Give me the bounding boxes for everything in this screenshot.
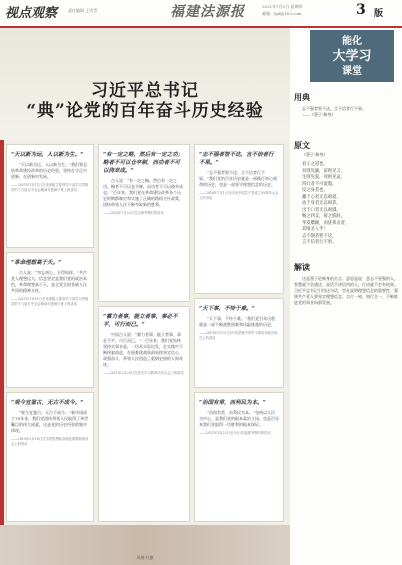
card-source: ——2016年7月1日在庆祝中国共产党成立95周年大会上的讲话 (199, 191, 279, 200)
card-body: 古人说：“有一定之略，然后有一定之功。略者不可以仓卒制，而功者不可以侥幸成也。”百年来，我们党在革命建设改革各个历史时期都制定和实施了正确的路线方针政策，团结带领人民不断夺取新的胜利。 (103, 178, 183, 207)
poem-line: 动于身者无以竭恭， (302, 201, 341, 206)
quote-mark-icon: “ (103, 147, 105, 151)
poem-line: 言不信者行不果。 (302, 240, 337, 245)
quote-card (194, 144, 284, 294)
card-source: ——2021年1月11日在省部级主要领导干部学习贯彻党的十九届五中全会精神专题研讨班上的讲话 (11, 183, 89, 192)
card-title: “志不强者智不达，言不信者行不果。” (199, 152, 274, 166)
quote-card (194, 392, 284, 522)
side-column (292, 28, 402, 565)
yuanwen-heading: 原文 (294, 140, 310, 150)
yongdian-source: ——《墨子·修身》 (302, 112, 336, 117)
poem-line: 华发隳颠，而犹弗舍者， (302, 220, 350, 226)
poem-line: 贫则见廉，富则见义， (302, 168, 345, 174)
yongdian-block (294, 106, 398, 118)
card-source: ——2021年2月20日在党史学习教育动员大会上的讲话 (103, 371, 184, 375)
page-number: 3 (356, 2, 366, 18)
page-header (0, 0, 402, 28)
card-title: “天以新为运，人以新为生。” (11, 152, 84, 158)
poem-line: 反之身者也。 (302, 188, 328, 193)
yuanwen-source: 《墨子·修身》 (302, 152, 328, 157)
poem-line: 出于口者无以竭驯。 (302, 207, 341, 213)
quote-card (6, 392, 94, 522)
headline-line2: “典”论党的百年奋斗历史经验 (26, 101, 264, 121)
card-title: “有一定之略，然后有一定之功；略者不可以仓卒制，而功者不可以侥幸成。” (103, 152, 184, 174)
page-unit: 版 (374, 9, 384, 19)
column-banner (292, 28, 402, 88)
quote-mark-icon: “ (199, 395, 201, 399)
accent-stripe (0, 140, 4, 525)
quote-card (98, 144, 190, 302)
banner-line3: 课堂 (342, 66, 362, 77)
card-body: 中国古人说：“蓄力者事，能立者事，事必不平，可行而已。”一百年来，我们党始终坚持实事求是，一切从实际出发，在实践中不断探索前进，在困难挑战面前始终坚定信心、顽强奋斗，带领人民创造了彪炳史册的人间奇迹。 (103, 332, 183, 367)
headline-line1: 习近平总书记 (91, 81, 199, 101)
card-body: “观今宜鉴古，无古不成今。”新中国成立70年来，我们党团结带领人民取得了举世瞩目的伟大成就，这是党的历史经验的集中体现。 (11, 410, 89, 433)
quote-mark-icon: “ (11, 395, 13, 399)
banner-line1: 能化 (342, 36, 362, 47)
poem-line: 畅之四支，接之肌肤， (302, 214, 345, 219)
card-body: “天下事，不恃于难。”我们党百年历程就是一部不断战胜困难和风险挑战的历史。 (199, 316, 276, 327)
quote-mark-icon: “ (103, 309, 105, 313)
card-source: ——2020年7月22日在吉林考察时的讲话 (103, 211, 164, 215)
quote-mark-icon: “ (11, 255, 13, 259)
editor-credit: 责任编辑 王雪青 (68, 8, 98, 13)
quote-card (194, 298, 284, 388)
card-title: “治国有常，而利民为本。” (199, 400, 266, 406)
quote-mark-icon: “ (199, 147, 201, 151)
card-source: ——2019年9月3日在中央党校中青年干部培训班开班式上的讲话 (199, 331, 278, 340)
jiedu-heading: 解读 (294, 262, 310, 272)
photo-caption: 风展·红旗 (136, 555, 154, 560)
card-title: “蓄力者事，能立者事，事必不平，可行而已。” (103, 314, 178, 328)
banner-line2: 大学习 (332, 49, 372, 64)
quote-card (98, 306, 190, 522)
quote-card (6, 252, 94, 388)
poem-line: 志不强者智不达， (302, 233, 337, 239)
card-source: ——2021年1月11日在省部级主要领导干部学习贯彻党的十九届五中全会精神专题研讨班上的讲话 (11, 297, 89, 306)
card-body: 古人说：“勿忘初心，方得始终。”共产党人理想远大、信念坚定是我们党的政治本色，革命理想高于天，是全党全国各族人民共同的精神支柱。 (11, 270, 88, 293)
poem-line: 四行者不可虚假， (302, 181, 337, 187)
jiedu-text: 这是墨子论修身的名言。意思是说：意志不坚强的人，智慧就不会通达；说话不讲信用的人，行动就不会有结果。习近平总书记引用这句话，旨在说明理想信念的重要性，强调共产党人要坚定理想信念，言行一致、知行合一，不断推进党的事业向前发展。 (294, 276, 398, 305)
quote-mark-icon: “ (11, 147, 13, 151)
yongdian-heading: 用典 (294, 92, 310, 102)
masthead: 福建法源报 (170, 4, 245, 20)
quote-mark-icon: “ (199, 301, 201, 305)
yuanwen-source-block (294, 152, 398, 158)
poem-line: 其唯圣人乎！ (302, 227, 328, 232)
card-body: “天以新为运，人以新为生。”我们要总结革命建设改革的历史经验，坚持在守正中创新，在创新中发展。 (11, 162, 88, 179)
bottom-photo (0, 525, 290, 565)
card-title: “天下事，不恃于难。” (199, 306, 255, 312)
card-body: “治国有常，而利民为本。”坚持以人民为中心，是我们党的根本政治立场，也是百年来我们党取得一切胜利的根本保证。 (199, 410, 279, 427)
jiedu-block (294, 276, 398, 306)
poem-line: 生则见爱，死则见哀， (302, 175, 345, 180)
yongdian-text: 志不强者智不达，言不信者行不果。 (302, 106, 366, 111)
card-source: ——2019年3月18日在学校思想政治理论课教师座谈会上的讲话 (11, 437, 89, 446)
yuanwen-poem (302, 162, 398, 247)
card-title: “革命理想高于天。” (11, 260, 62, 266)
quote-card (6, 144, 94, 248)
poem-line: 藏于心者无以竭爱， (302, 194, 341, 200)
card-body: “志不强者智不达，言不信者行不果。”我们党的百年历史就是一部践行初心使命的历史，也是一部坚守理想信念的历史。 (199, 170, 278, 187)
poem-line: 君子之道也， (302, 162, 328, 167)
issue-date: 2021年7月1日 星期四 (262, 4, 303, 9)
title-banner (0, 28, 290, 140)
contact-email: 邮箱：fjsf@163.com (262, 11, 302, 16)
main-feature-panel (0, 28, 290, 565)
card-title: “观今宜鉴古，无古不成今。” (11, 400, 84, 406)
section-title: 视点观察 (5, 6, 58, 21)
card-source: ——2021年3月22日至25日在福建考察时的讲话 (199, 431, 271, 435)
